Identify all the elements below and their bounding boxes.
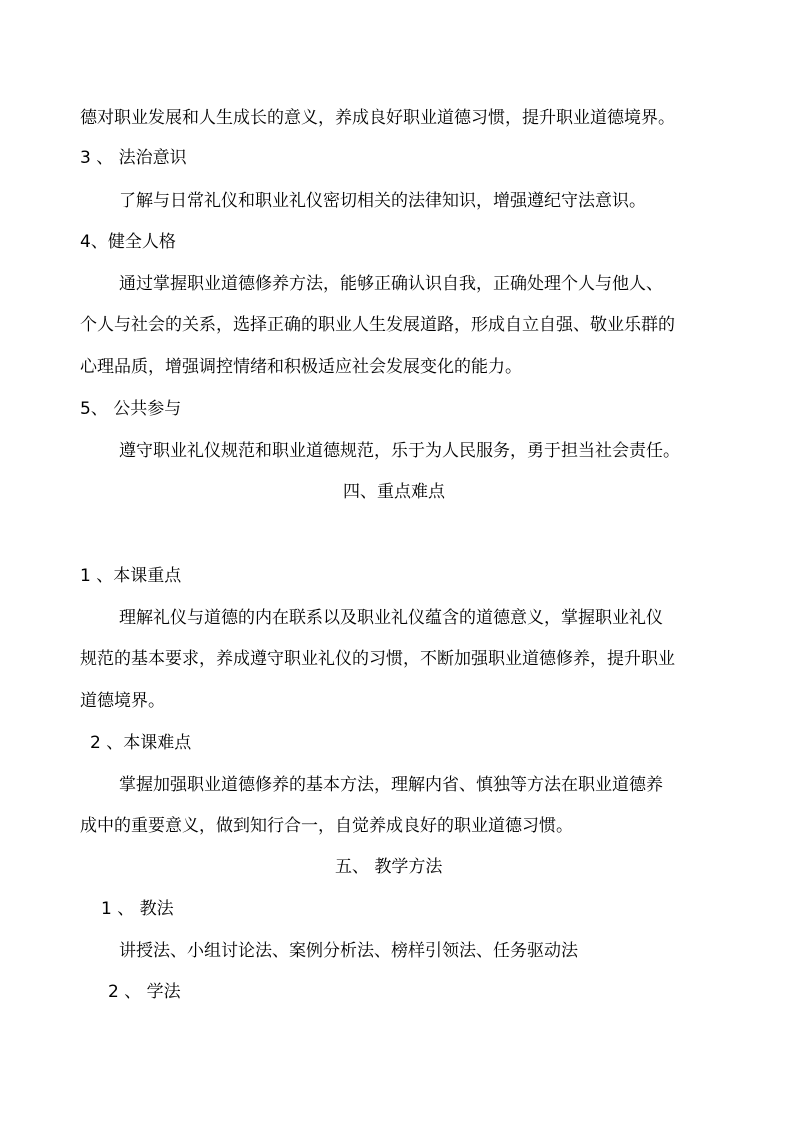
paragraph-line: 掌握加强职业道德修养的基本方法，理解内省、慎独等方法在职业道德养 — [119, 775, 663, 795]
paragraph-line: 个人与社会的关系，选择正确的职业人生发展道路，形成自立自强、敬业乐群的 — [80, 315, 675, 335]
section-heading-difficult-point: 2 、本课难点 — [90, 733, 192, 753]
paragraph-line: 通过掌握职业道德修养方法，能够正确认识自我，正确处理个人与他人、 — [119, 274, 663, 294]
paragraph-line: 了解与日常礼仪和职业礼仪密切相关的法律知识，增强遵纪守法意识。 — [119, 191, 646, 211]
section-heading-rule-of-law: 3 、 法治意识 — [80, 148, 187, 168]
section-heading-key-point: 1 、本课重点 — [80, 566, 182, 586]
paragraph-line: 成中的重要意义，做到知行合一，自觉养成良好的职业道德习惯。 — [80, 816, 573, 836]
section-heading-public-participation: 5、 公共参与 — [80, 399, 182, 419]
paragraph-line: 德对职业发展和人生成长的意义，养成良好职业道德习惯，提升职业道德境界。 — [80, 108, 675, 128]
paragraph-line: 遵守职业礼仪规范和职业道德规范，乐于为人民服务，勇于担当社会责任。 — [119, 441, 680, 461]
chapter-heading-key-points: 四、重点难点 — [343, 482, 445, 502]
paragraph-line: 道德境界。 — [80, 691, 165, 711]
paragraph-line: 理解礼仪与道德的内在联系以及职业礼仪蕴含的道德意义，掌握职业礼仪 — [119, 608, 663, 628]
paragraph-line: 讲授法、小组讨论法、案例分析法、榜样引领法、任务驱动法 — [119, 941, 578, 961]
section-heading-teaching-method: 1 、 教法 — [101, 899, 174, 919]
chapter-heading-teaching-methods: 五、 教学方法 — [335, 857, 443, 877]
paragraph-line: 心理品质，增强调控情绪和积极适应社会发展变化的能力。 — [80, 357, 522, 377]
section-heading-learning-method: 2 、 学法 — [108, 982, 181, 1002]
paragraph-line: 规范的基本要求，养成遵守职业礼仪的习惯，不断加强职业道德修养，提升职业 — [80, 649, 675, 669]
section-heading-personality: 4、健全人格 — [80, 232, 176, 252]
